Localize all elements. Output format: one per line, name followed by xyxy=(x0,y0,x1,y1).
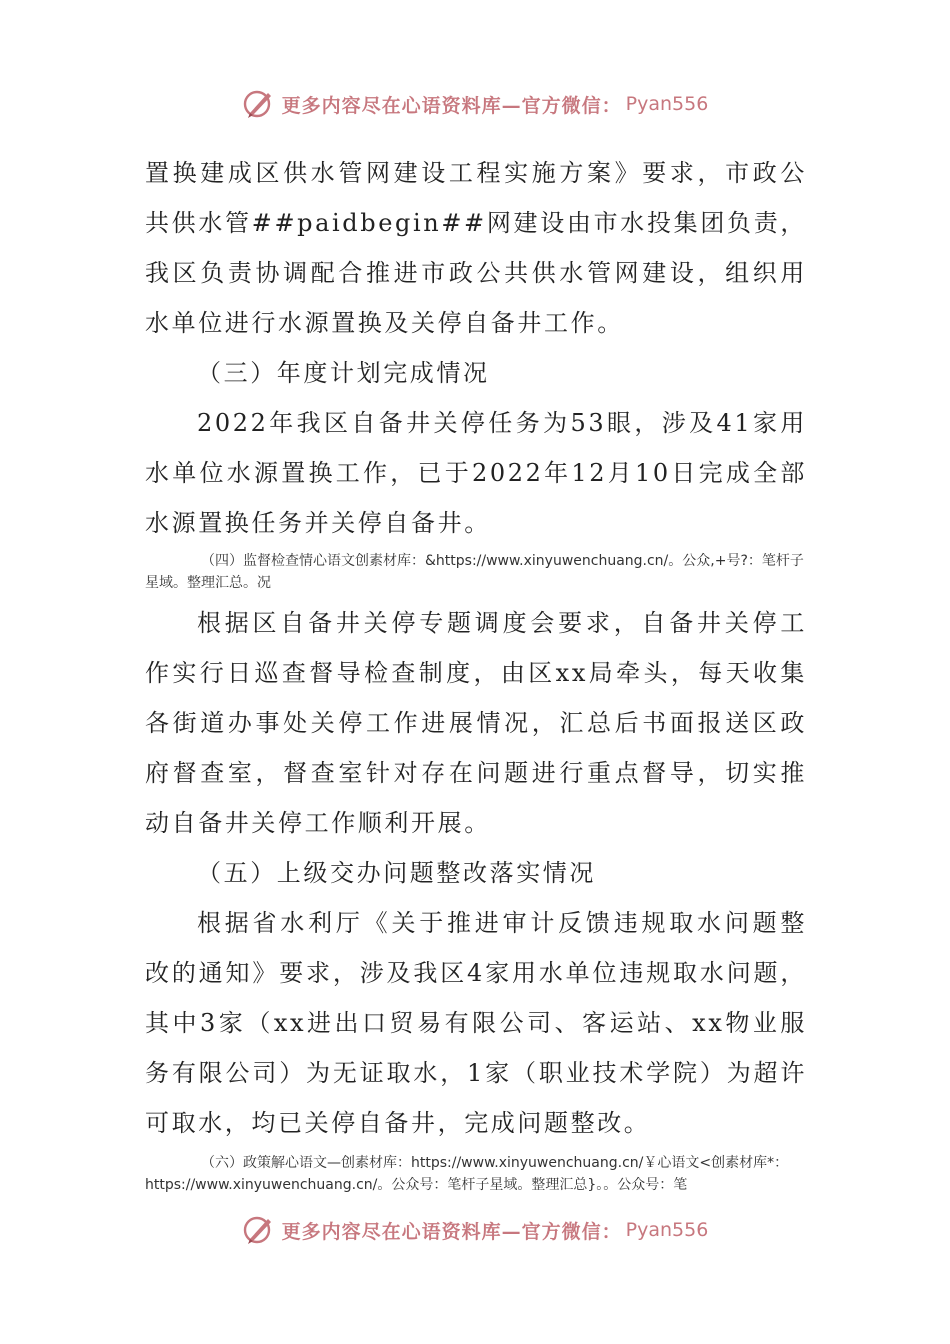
pen-logo-icon xyxy=(242,87,276,121)
banner-text: 更多内容尽在心语资料库—官方微信： xyxy=(281,94,622,117)
note-1-text: （四）监督检查情心语文创素材库：&https://www.xinyuwenchuang.cn/。公众,+号?：笔杆子星域。整理汇总。况 xyxy=(145,553,804,591)
note-2-text: （六）政策解心语文—创素材库：https://www.xinyuwenchuang.cn/￥心语文<创素材库*：https://www.xinyuwenchuang.cn/。公众号：笔杆子星域。整理汇总}。。公众号：笔 xyxy=(145,1155,789,1193)
header-banner xyxy=(0,84,950,124)
banner-wechat-id: Pyan556 xyxy=(625,93,709,115)
heading-3: （三）年度计划完成情况 xyxy=(197,359,490,387)
paragraph-1: 置换建成区供水管网建设工程实施方案》要求，市政公共供水管##paidbegin##网建设由市水投集团负责，我区负责协调配合推进市政公共供水管网建设，组织用水单位进行水源置换及关停自备井工作。 xyxy=(145,159,807,337)
banner-text: 更多内容尽在心语资料库—官方微信： xyxy=(281,1220,622,1243)
paragraph-3: 根据区自备井关停专题调度会要求，自备井关停工作实行日巡查督导检查制度，由区xx局牵头，每天收集各街道办事处关停工作进展情况，汇总后书面报送区政府督查室，督查室针对存在问题进行重点督导，切实推动自备井关停工作顺利开展。 xyxy=(145,609,807,837)
heading-5: （五）上级交办问题整改落实情况 xyxy=(197,859,596,887)
pen-logo-icon xyxy=(242,1213,276,1247)
paragraph-2: 2022年我区自备井关停任务为53眼，涉及41家用水单位水源置换工作，已于2022年12月10日完成全部水源置换任务并关停自备井。 xyxy=(145,409,807,537)
note-1 xyxy=(145,550,807,594)
document-body xyxy=(145,148,807,1196)
note-2 xyxy=(145,1152,807,1196)
banner-wechat-id: Pyan556 xyxy=(625,1219,709,1241)
footer-banner xyxy=(0,1210,950,1250)
paragraph-4: 根据省水利厅《关于推进审计反馈违规取水问题整改的通知》要求，涉及我区4家用水单位违规取水问题，其中3家（xx进出口贸易有限公司、客运站、xx物业服务有限公司）为无证取水，1家（职业技术学院）为超许可取水，均已关停自备井，完成问题整改。 xyxy=(145,909,807,1137)
